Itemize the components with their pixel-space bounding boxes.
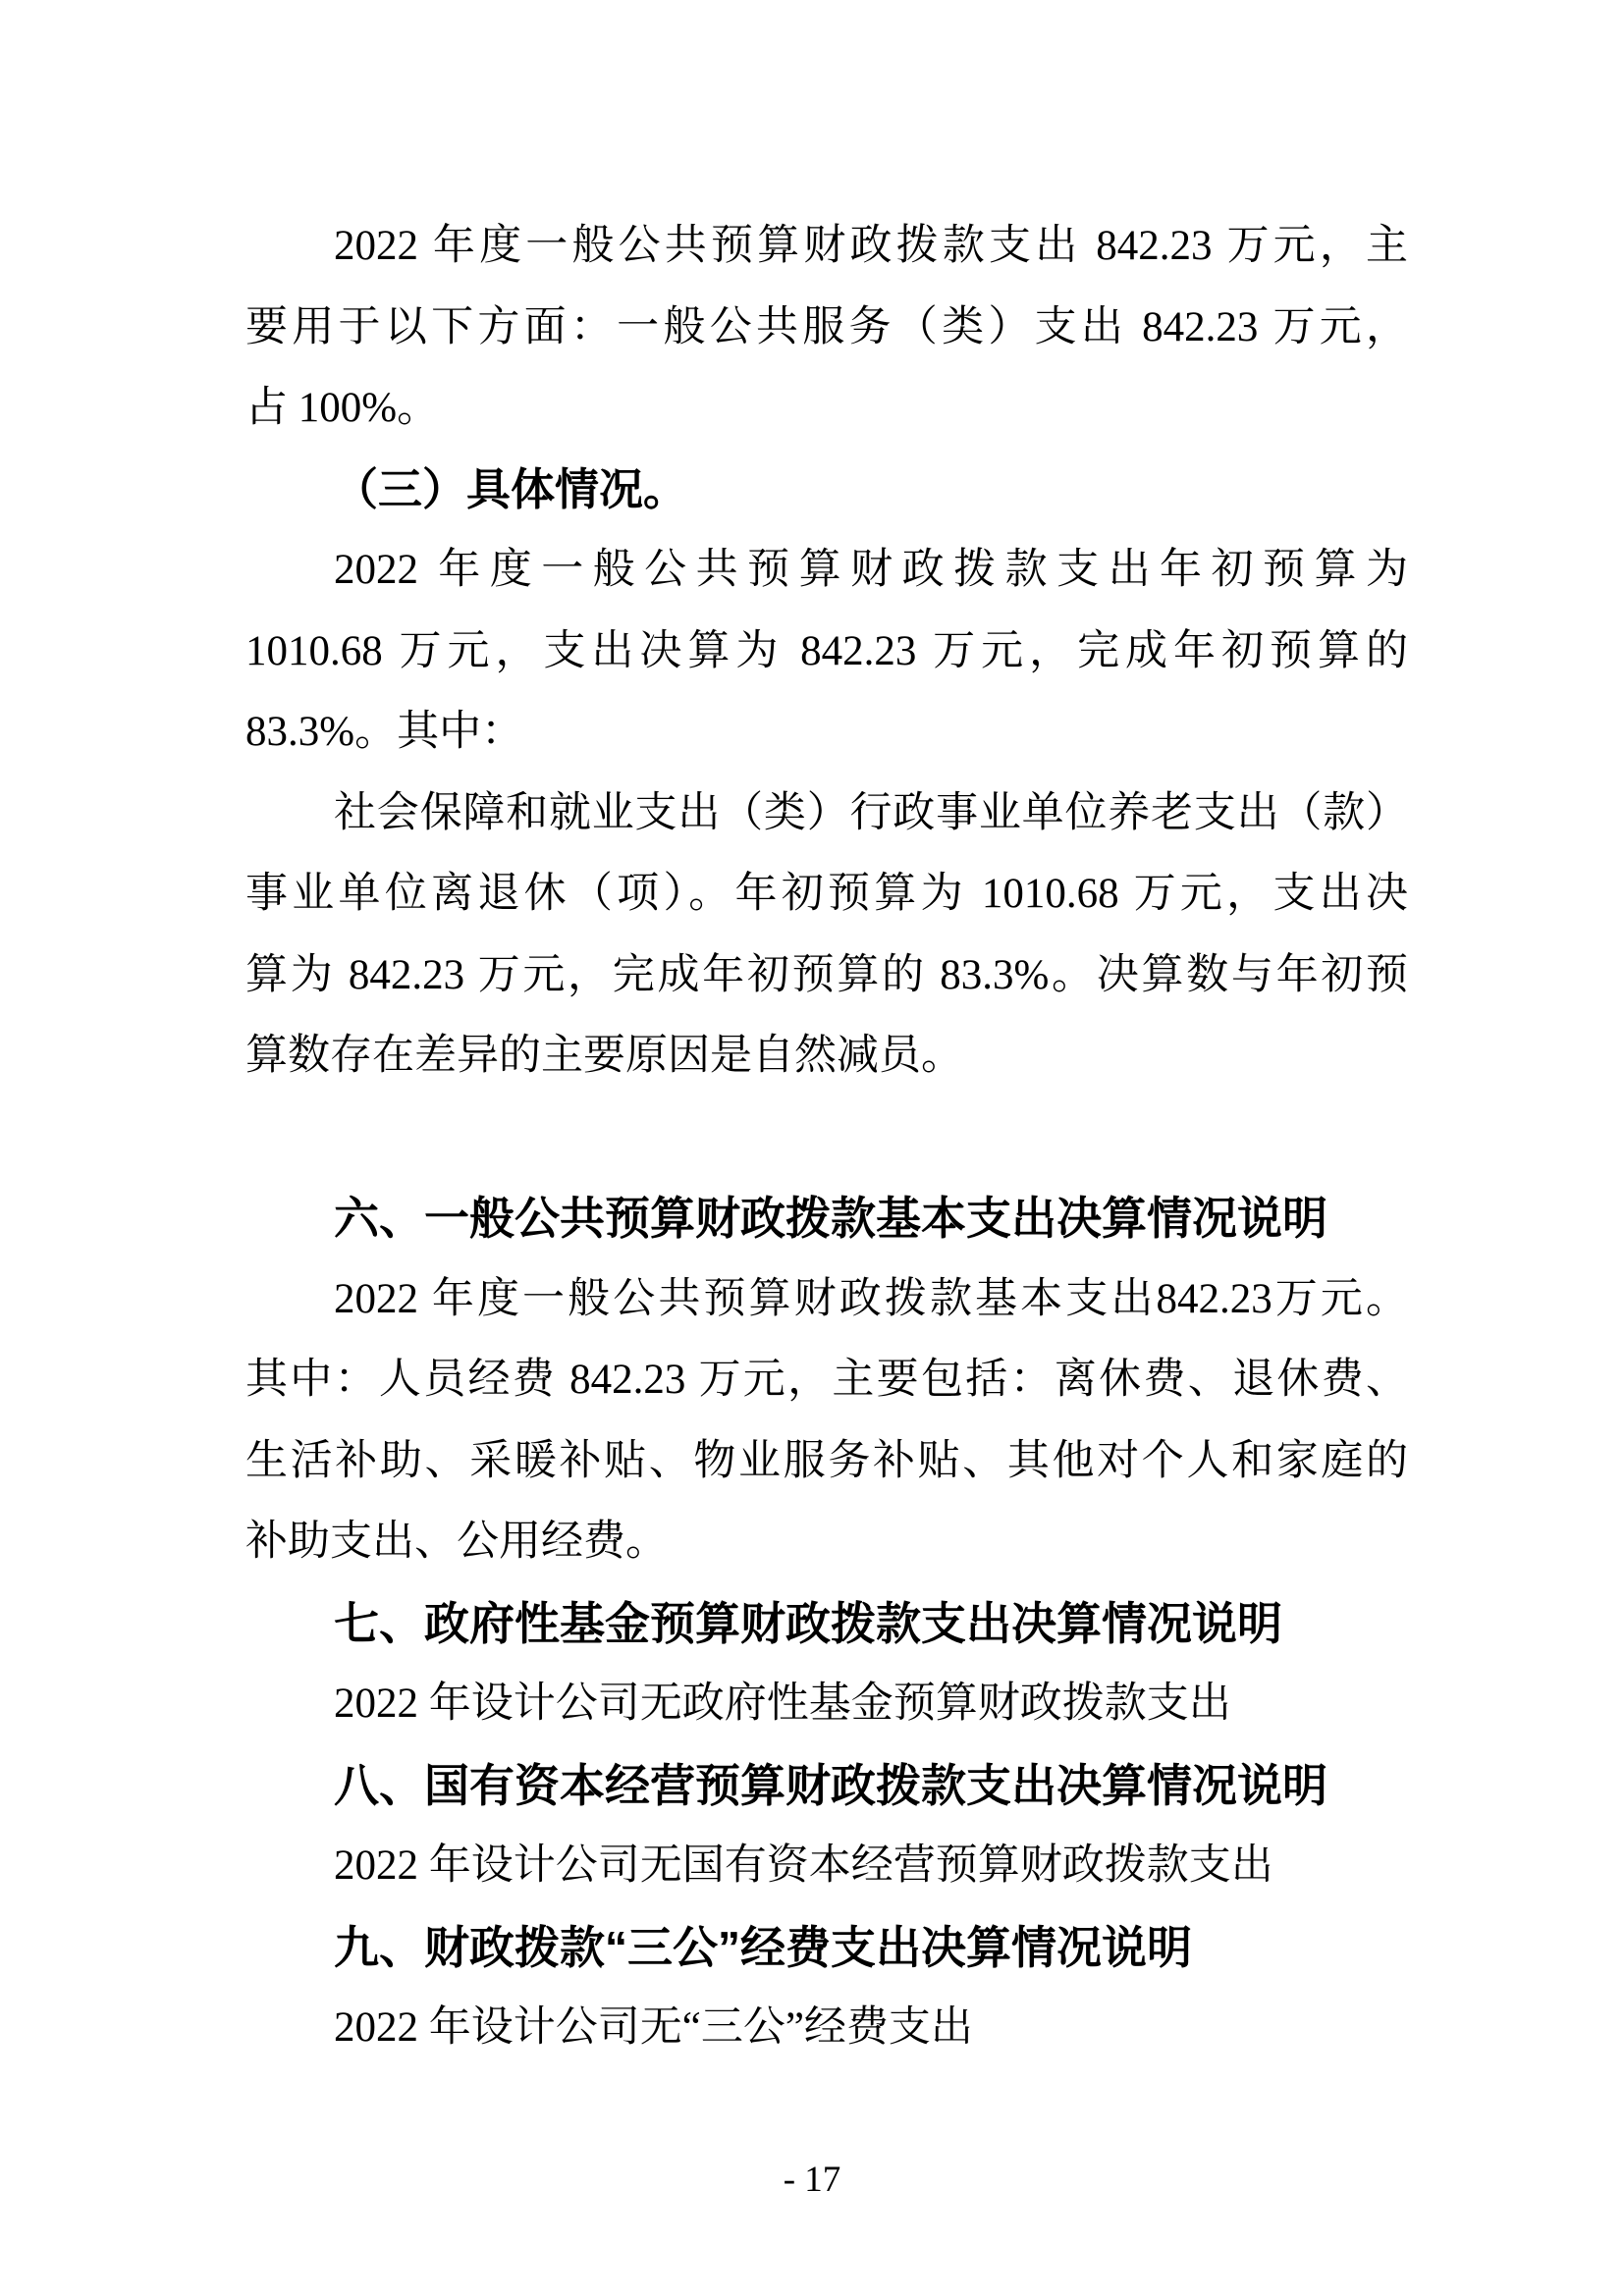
- paragraph-line: 算为 842.23 万元，完成年初预算的 83.3%。决算数与年初预: [245, 951, 1408, 998]
- paragraph-line: 生活补助、采暖补贴、物业服务补贴、其他对个人和家庭的: [245, 1437, 1408, 1484]
- page-footer: [0, 2158, 1624, 2203]
- section-heading: （三）具体情况。: [334, 464, 688, 514]
- paragraph-line: 83.3%。其中：: [245, 709, 524, 755]
- paragraph-line: 1010.68 万元，支出决算为 842.23 万元，完成年初预算的: [245, 627, 1408, 674]
- section-heading: 八、国有资本经营预算财政拨款支出决算情况说明: [334, 1759, 1327, 1811]
- page-number: - 17: [783, 2160, 841, 2200]
- blank-line: [245, 1097, 1408, 1179]
- paragraph-line: 2022 年设计公司无“三公”经费支出: [334, 2004, 973, 2051]
- section-heading: 九、财政拨款“三公”经费支出决算情况说明: [334, 1921, 1192, 1973]
- paragraph-line: 其中：人员经费 842.23 万元，主要包括：离休费、退休费、: [245, 1357, 1408, 1403]
- paragraph-line: 补助支出、公用经费。: [245, 1519, 668, 1565]
- paragraph-line: 2022 年度一般公共预算财政拨款支出年初预算为: [334, 547, 1408, 593]
- paragraph-line: 2022 年设计公司无国有资本经营预算财政拨款支出: [334, 1842, 1273, 1889]
- paragraph-line: 2022 年设计公司无政府性基金预算财政拨款支出: [334, 1681, 1231, 1727]
- paragraph-line: 算数存在差异的主要原因是自然减员。: [245, 1033, 963, 1079]
- paragraph-line: 要用于以下方面：一般公共服务（类）支出 842.23 万元，: [245, 303, 1408, 350]
- paragraph-line: 社会保障和就业支出（类）行政事业单位养老支出（款）: [334, 789, 1408, 836]
- paragraph-line: 2022 年度一般公共预算财政拨款基本支出842.23万元。: [334, 1275, 1408, 1322]
- paragraph-line: 占 100%。: [245, 385, 440, 431]
- paragraph-line: 2022 年度一般公共预算财政拨款支出 842.23 万元，主: [334, 223, 1408, 269]
- section-heading: 六、一般公共预算财政拨款基本支出决算情况说明: [334, 1193, 1327, 1244]
- paragraph-line: 事业单位离退休（项）。年初预算为 1010.68 万元，支出决: [245, 871, 1408, 917]
- document-body: [245, 206, 1408, 2069]
- section-heading: 七、政府性基金预算财政拨款支出决算情况说明: [334, 1597, 1282, 1649]
